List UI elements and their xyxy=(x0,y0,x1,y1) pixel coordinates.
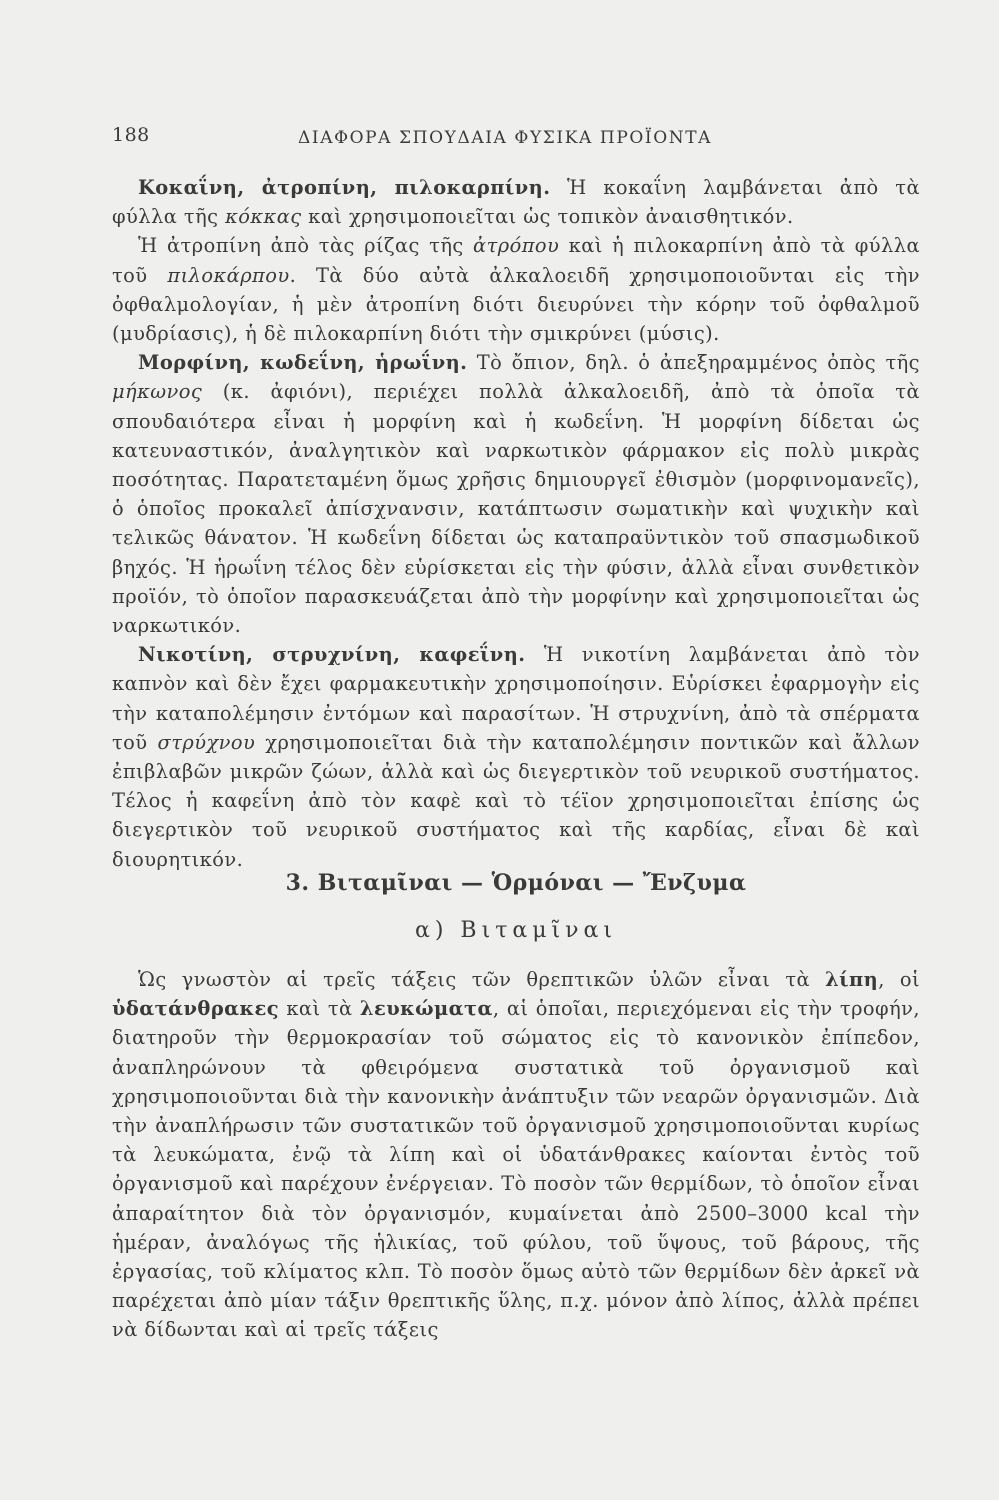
paragraph-cocaine xyxy=(112,173,920,231)
bold-term: ὑδατάνθρακες xyxy=(112,997,280,1021)
paragraph-nutrients xyxy=(112,965,920,1345)
running-head: ΔΙΑΦΟΡΑ ΣΠΟΥΔΑΙΑ ΦΥΣΙΚΑ ΠΡΟΪΟΝΤΑ xyxy=(298,128,713,148)
paragraph-text: καὶ τὰ xyxy=(279,997,360,1021)
species-name: στρύχνου xyxy=(157,730,256,754)
paragraph-morphine xyxy=(112,348,920,640)
paragraph-text: Ἡ κοκαΐνη λαμβάνεται ἀπὸ τὰ φύλλα τῆς xyxy=(112,176,920,229)
paragraph-text: καὶ χρησιμοποιεῖται ὡς τοπικὸν ἀναισθητικόν. xyxy=(301,205,794,229)
species-name: ἀτρόπου xyxy=(473,234,560,258)
paragraph-text: καὶ ἡ πιλοκαρπίνη ἀπὸ τὰ φύλλα τοῦ xyxy=(112,234,920,287)
bold-term: λευκώματα xyxy=(359,997,493,1021)
subsection-title: α) Βιταμῖναι xyxy=(414,918,618,943)
species-name: πιλοκάρπου xyxy=(167,263,290,287)
vitamins-text xyxy=(112,965,920,1345)
paragraph-text: (κ. ἀφιόνι), περιέχει πολλὰ ἀλκαλοειδῆ, ἀπὸ τὰ ὁποῖα τὰ σπουδαιότερα εἶναι ἡ μορφίνη καὶ ἡ κωδεΐνη. Ἡ μορφίνη δίδεται ὡς κατευναστικόν, ἀναλγητικὸν καὶ ναρκωτικὸν φάρμακον εἰς πολὺ μικρὰς ποσότητας. Παρατεταμένη ὅμως χρῆσις δημιουργεῖ ἐθισμὸν (μορφινομανεῖς), ὁ ὁποῖος προκαλεῖ ἀπίσχνανσιν, κατάπτωσιν σωματικὴν καὶ ψυχικὴν καὶ τελικῶς θάνατον. Ἡ κωδεΐνη δίδεται ὡς καταπραϋντικὸν τοῦ σπασμωδικοῦ βηχός. Ἡ ἡρωΐνη τέλος δὲν εὑρίσκεται εἰς τὴν φύσιν, ἀλλὰ εἶναι συνθετικὸν προϊόν, τὸ ὁποῖον παρασκευάζεται ἀπὸ τὴν μορφίνην καὶ χρησιμοποιεῖται ὡς ναρκωτικόν. xyxy=(112,380,920,638)
paragraph-atropine xyxy=(112,231,920,348)
section-title: 3. Βιταμῖναι — Ὁρμόναι — Ἔνζυμα xyxy=(285,870,747,896)
paragraph-text: , οἱ xyxy=(878,968,921,991)
paragraph-text: . Τὰ δύο αὐτὰ ἀλκαλοειδῆ χρησιμοποιοῦνται εἰς τὴν ὀφθαλμολογίαν, ἡ μὲν ἀτροπίνη διότι διευρύνει τὴν κόρην τοῦ ὀφθαλμοῦ (μυδρίασις), ἡ δὲ πιλοκαρπίνη διότι τὴν σμικρύνει (μύσις). xyxy=(112,263,921,346)
species-name: μήκωνος xyxy=(112,380,203,404)
paragraph-text: χρησιμοποιεῖται διὰ τὴν καταπολέμησιν ποντικῶν καὶ ἄλλων ἐπιβλαβῶν μικρῶν ζώων, ἀλλὰ καὶ ὡς διεγερτικὸν τοῦ νευρικοῦ συστήματος. Τέλος ἡ καφεΐνη ἀπὸ τὸν καφὲ καὶ τὸ τέϊον χρησιμοποιεῖται ἐπίσης ὡς διεγερτικὸν τοῦ νευρικοῦ συστήματος καὶ τῆς καρδίας, εἶναι δὲ καὶ διουρητικόν. xyxy=(112,730,920,871)
paragraph-text: , αἱ ὁποῖαι, περιεχόμεναι εἰς τὴν τροφήν, διατηροῦν τὴν θερμοκρασίαν τοῦ σώματος εἰς τὸ κανονικὸν ἐπίπεδον, ἀναπληρώνουν τὰ φθειρόμενα συστατικὰ τοῦ ὀργανισμοῦ καὶ χρησιμοποιοῦνται διὰ τὴν κανονικὴν ἀνάπτυξιν τῶν νεαρῶν ὀργανισμῶν. Διὰ τὴν ἀναπλήρωσιν τῶν συστατικῶν τοῦ ὀργανισμοῦ χρησιμοποιοῦνται κυρίως τὰ λευκώματα, ἐνῷ τὰ λίπη καὶ οἱ ὑδατάνθρακες καίονται ἐντὸς τοῦ ὀργανισμοῦ καὶ παρέχουν ἐνέργειαν. Τὸ ποσὸν τῶν θερμίδων, τὸ ὁποῖον εἶναι ἀπαραίτητον διὰ τὸν ὀργανισμόν, κυμαίνεται ἀπὸ 2500–3000 kcal τὴν ἡμέραν, ἀναλόγως τῆς ἡλικίας, τοῦ φύλου, τοῦ ὕψους, τοῦ βάρους, τῆς ἐργασίας, τοῦ κλίματος κλπ. Τὸ ποσὸν ὅμως αὐτὸ τῶν θερμίδων δὲν ἀρκεῖ νὰ παρέχεται ἀπὸ μίαν τάξιν θρεπτικῆς ὕλης, π.χ. μόνον ἀπὸ λίπος, ἀλλὰ πρέπει νὰ δίδωνται καὶ αἱ τρεῖς τάξεις xyxy=(112,997,920,1342)
page-number: 188 xyxy=(112,124,150,146)
paragraph-text: Ἡ νικοτίνη λαμβάνεται ἀπὸ τὸν καπνὸν καὶ δὲν ἔχει φαρμακευτικὴν χρησιμοποίησιν. Εὑρίσκει ἐφαρμογὴν εἰς τὴν καταπολέμησιν ἐντόμων καὶ παρασίτων. Ἡ στρυχνίνη, ἀπὸ τὰ σπέρματα τοῦ xyxy=(112,643,920,754)
paragraph-text: Τὸ ὄπιον, δηλ. ὁ ἀπεξηραμμένος ὀπὸς τῆς xyxy=(467,351,920,375)
species-name: κόκκας xyxy=(225,205,302,229)
term-heading: Νικοτίνη, στρυχνίνη, καφεΐνη. xyxy=(138,643,526,667)
alkaloids-text xyxy=(112,173,920,874)
paragraph-nicotine xyxy=(112,640,920,874)
bold-term: λίπη xyxy=(825,968,879,991)
paragraph-text: Ἡ ἀτροπίνη ἀπὸ τὰς ρίζας τῆς xyxy=(138,234,474,258)
term-heading: Κοκαΐνη, ἀτροπίνη, πιλοκαρπίνη. xyxy=(138,176,551,199)
paragraph-text: Ὡς γνωστὸν αἱ τρεῖς τάξεις τῶν θρεπτικῶν ὑλῶν εἶναι τὰ xyxy=(138,968,826,991)
page-header xyxy=(112,124,932,154)
term-heading: Μορφίνη, κωδεΐνη, ἡρωΐνη. xyxy=(138,351,468,375)
